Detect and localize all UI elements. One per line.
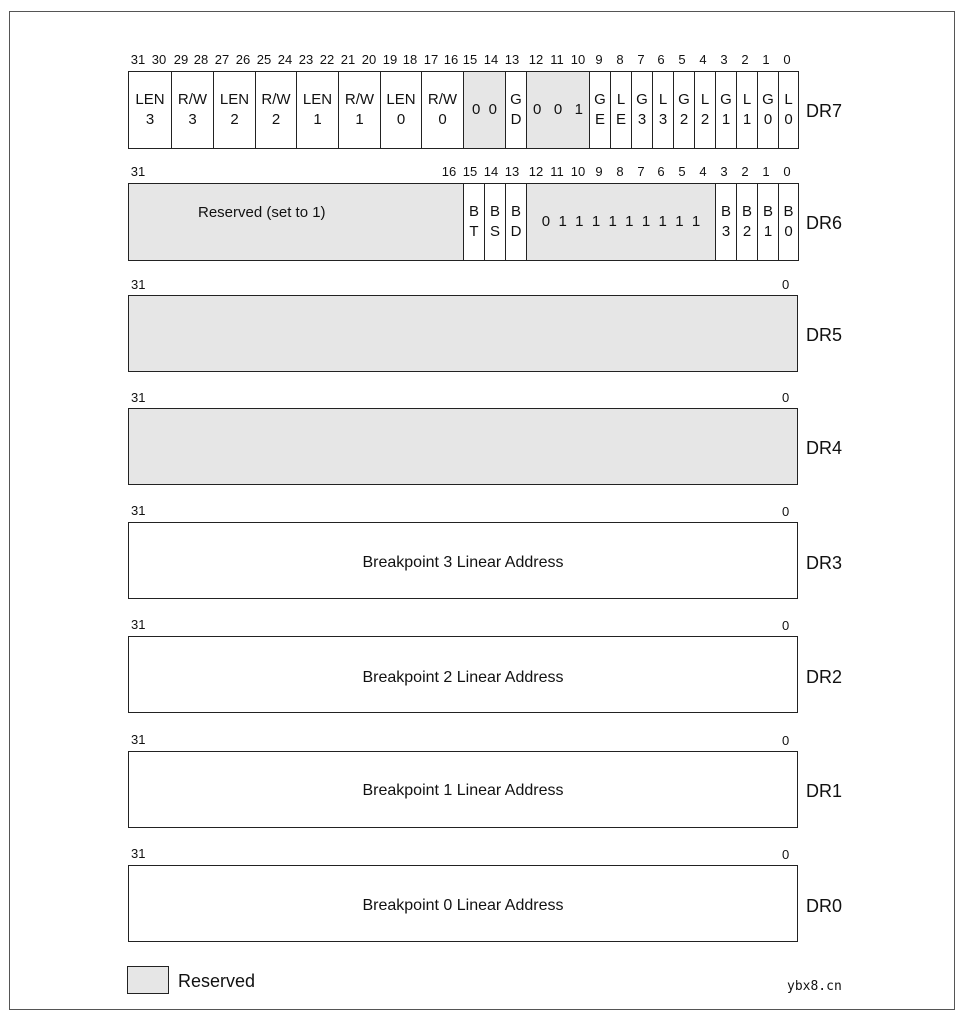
dr7-field-label: L 0	[784, 91, 793, 128]
dr2-box	[128, 636, 798, 713]
dr7-bit-number: 19	[382, 52, 398, 67]
dr6-bit-number: 2	[741, 164, 749, 179]
dr1-box	[128, 751, 798, 828]
dr7-bit-number: 11	[550, 52, 564, 67]
dr6-bit-number: 4	[699, 164, 707, 179]
dr7-bit-number: 8	[616, 52, 624, 67]
dr6-bit-number: 5	[678, 164, 686, 179]
dr7-bit-number: 30	[151, 52, 167, 67]
dr7-name: DR7	[806, 101, 843, 121]
dr0-high-bit: 31	[131, 846, 146, 861]
dr7-bit-number: 21	[340, 52, 356, 67]
dr7-field-label: R/W 0	[427, 91, 458, 128]
dr4-name: DR4	[806, 438, 843, 458]
dr7-bit-number: 26	[235, 52, 251, 67]
dr6-bit-number: 13	[504, 164, 520, 179]
dr7-field-label: LEN 2	[219, 91, 250, 128]
dr7-field-label: G 1	[720, 91, 732, 128]
dr3-label: Breakpoint 3 Linear Address	[362, 554, 564, 571]
dr7-bit-number: 17	[423, 52, 439, 67]
dr1-name: DR1	[806, 781, 843, 801]
dr2-label: Breakpoint 2 Linear Address	[362, 669, 564, 686]
dr4-high-bit: 31	[131, 390, 146, 405]
dr7-bit-number: 13	[504, 52, 520, 67]
dr6-bit-number: 15	[462, 164, 478, 179]
dr6-field-label: 0 1 1 1 1 1 1 1 1 1	[541, 213, 701, 230]
dr5-name: DR5	[806, 325, 843, 345]
dr7-field-label: R/W 1	[344, 91, 375, 128]
dr6-field-label: B 1	[762, 203, 773, 240]
dr6-bit-number: 9	[595, 164, 603, 179]
dr7-field-label: L 1	[742, 91, 752, 128]
dr7-field-label: R/W 2	[261, 91, 291, 128]
dr0-label: Breakpoint 0 Linear Address	[362, 897, 564, 914]
dr6-bit-number: 12	[528, 164, 544, 179]
dr7-bit-number: 28	[193, 52, 209, 67]
dr3-box	[128, 522, 798, 599]
dr7-bit-number: 7	[637, 52, 645, 67]
legend-swatch	[127, 966, 169, 994]
dr7-field-label: LEN 3	[135, 91, 165, 128]
dr1-high-bit: 31	[131, 732, 146, 747]
dr7-bit-number: 25	[256, 52, 272, 67]
dr2-name: DR2	[806, 667, 843, 687]
dr3-low-bit: 0	[782, 504, 790, 519]
dr7-field-label: L 3	[658, 91, 668, 128]
dr6-field-label: B S	[489, 203, 500, 240]
dr7-field-label: LEN 0	[386, 91, 416, 128]
dr7-field-label: G E	[594, 91, 606, 128]
figure-frame	[9, 11, 955, 1010]
dr6-bit-number: 1	[762, 164, 770, 179]
dr7-bit-number: 14	[483, 52, 499, 67]
dr6-bit-number: 3	[720, 164, 728, 179]
dr7-field-label: 0 0 1	[532, 101, 584, 118]
dr6-bit-number: 16	[441, 164, 457, 179]
dr2-low-bit: 0	[782, 618, 790, 633]
dr7-bit-number: 12	[528, 52, 544, 67]
dr6-bit-number: 10	[570, 164, 586, 179]
dr7-bit-number: 5	[678, 52, 686, 67]
dr7-bit-number: 20	[361, 52, 377, 67]
dr7-field-label: G 2	[678, 91, 690, 128]
dr7-bit-number: 16	[443, 52, 459, 67]
dr7-field-label: LEN 1	[302, 91, 333, 128]
dr0-low-bit: 0	[782, 847, 790, 862]
dr7-field-label: G 3	[636, 91, 648, 128]
dr6-field-label: B D	[510, 203, 522, 240]
dr6-bit-number: 11	[550, 164, 564, 179]
dr6-bit-number: 14	[483, 164, 499, 179]
dr7-bit-number: 27	[214, 52, 230, 67]
dr3-name: DR3	[806, 553, 843, 573]
legend-label: Reserved	[178, 971, 256, 991]
dr7-bit-number: 2	[741, 52, 749, 67]
dr5-high-bit: 31	[131, 277, 146, 292]
dr6-field-label: B 2	[741, 203, 752, 240]
dr1-low-bit: 0	[782, 733, 790, 748]
dr7-field-label: R/W 3	[177, 91, 208, 128]
dr6-bit-number: 31	[130, 164, 146, 179]
dr7-bit-number: 18	[402, 52, 418, 67]
dr3-high-bit: 31	[131, 503, 146, 518]
dr1-label: Breakpoint 1 Linear Address	[362, 782, 564, 799]
dr6-field-label: B 0	[783, 203, 794, 240]
dr7-field-label: 0 0	[471, 101, 498, 118]
dr6-bit-number: 7	[637, 164, 645, 179]
dr7-field-label: L E	[615, 91, 626, 128]
dr7-bit-number: 1	[762, 52, 770, 67]
dr5-low-bit: 0	[782, 277, 790, 292]
dr0-name: DR0	[806, 896, 843, 916]
dr6-bit-number: 8	[616, 164, 624, 179]
dr4-low-bit: 0	[782, 390, 790, 405]
dr6-bit-number: 0	[783, 164, 791, 179]
dr2-high-bit: 31	[131, 617, 146, 632]
dr7-bit-number: 6	[657, 52, 665, 67]
dr0-box	[128, 865, 798, 942]
dr7-field-label: G 0	[762, 91, 774, 128]
dr7-bit-number: 24	[277, 52, 293, 67]
dr7-bit-number: 22	[319, 52, 335, 67]
dr7-bit-number: 3	[720, 52, 728, 67]
dr6-name: DR6	[806, 213, 843, 233]
dr7-bit-number: 10	[570, 52, 586, 67]
dr7-field-label: G D	[510, 91, 522, 128]
dr7-field-label: L 2	[700, 91, 710, 128]
dr7-bit-number: 0	[783, 52, 791, 67]
dr7-bit-number: 31	[130, 52, 146, 67]
dr6-bit-number: 6	[657, 164, 665, 179]
dr6-field-label: Reserved (set to 1)	[198, 204, 326, 221]
watermark-text: ybx8.cn	[787, 979, 842, 994]
dr7-bit-number: 23	[298, 52, 314, 67]
dr5-box	[128, 295, 798, 372]
dr6-field-label: B T	[468, 203, 479, 240]
dr7-bit-number: 15	[462, 52, 478, 67]
dr4-box	[128, 408, 798, 485]
dr7-bit-number: 9	[595, 52, 603, 67]
dr6-field-label: B 3	[720, 203, 731, 240]
dr7-bit-number: 29	[173, 52, 189, 67]
dr7-bit-number: 4	[699, 52, 707, 67]
